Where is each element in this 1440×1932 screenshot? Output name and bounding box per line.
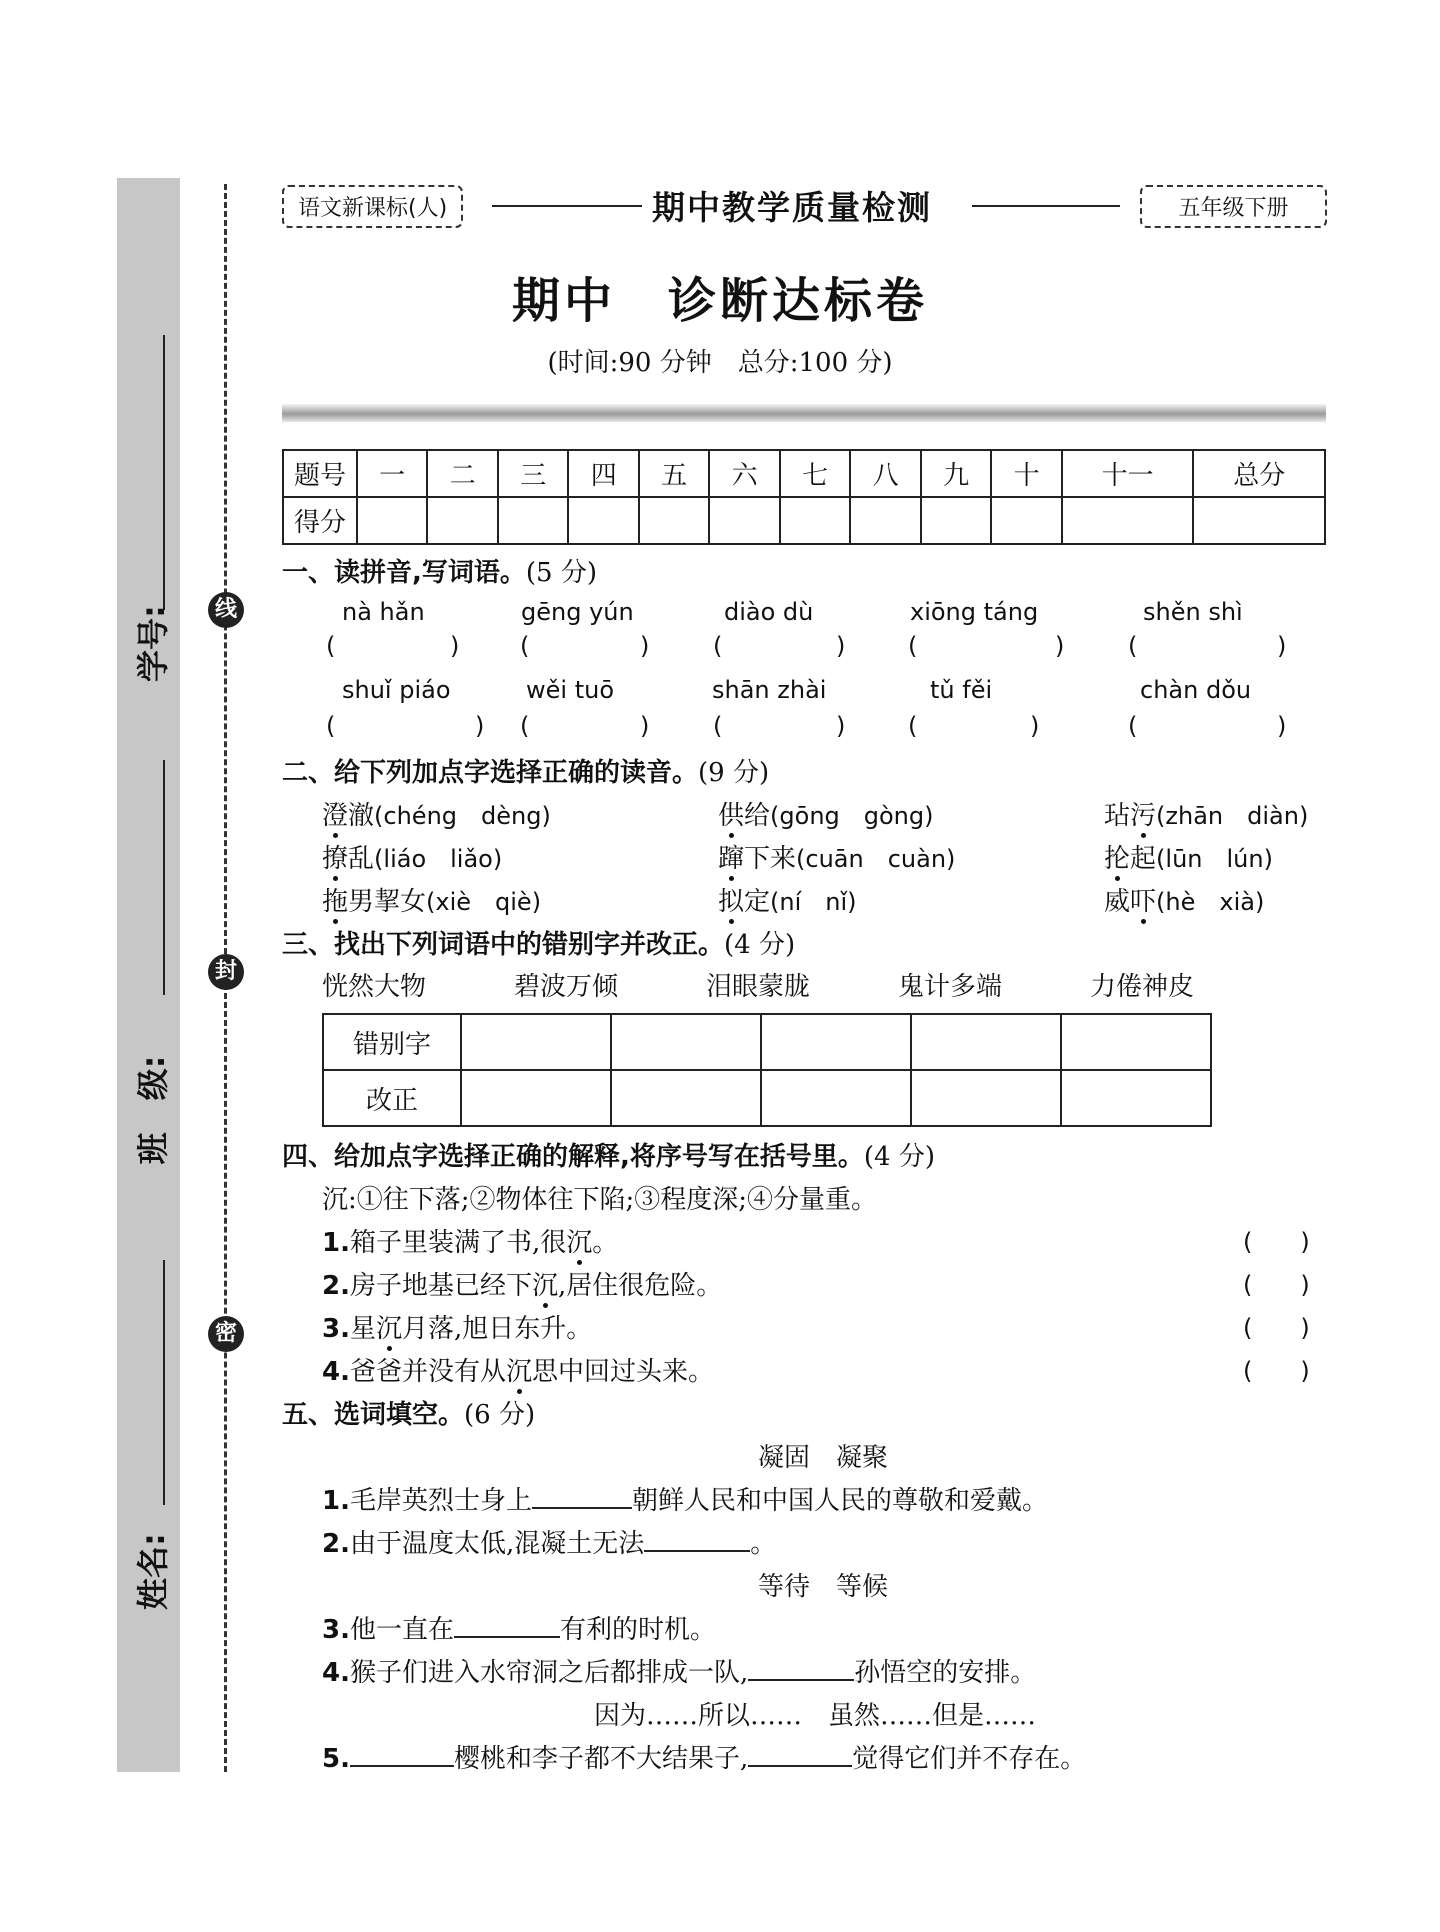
score-table-col: 八 [850,450,920,497]
score-table-score-row [283,497,1325,544]
score-cell[interactable] [921,497,991,544]
seal-char-mi: 密 [208,1316,244,1352]
q2-item [322,881,541,918]
q2-item [718,881,857,918]
class-line[interactable] [163,760,165,995]
dotted-char: 抡 [1104,844,1131,874]
q2-item [1104,838,1273,875]
q5-item [322,1738,1086,1775]
answer-paren-close: ) [640,712,650,740]
answer-cell[interactable] [611,1014,761,1070]
q4-text: 爸爸并没有从 [349,1357,506,1387]
pinyin-item: diào dù [724,598,814,626]
item-number: 1. [322,1228,350,1258]
q3-heading [282,924,795,961]
fill-blank[interactable] [532,1483,632,1509]
dotted-char: 供 [718,801,745,831]
q3-word: 鬼计多端 [898,972,1003,1002]
q5-text: 有利的时机。 [559,1615,716,1645]
score-cell[interactable] [639,497,709,544]
fill-blank[interactable] [454,1612,560,1638]
correction-row-label: 错别字 [323,1014,461,1070]
exam-time-total: (时间:90 分钟 总分:100 分) [547,348,893,378]
answer-paren-close: ) [475,712,485,740]
q5-text: 。 [750,1529,777,1559]
q3-word: 泪眼蒙胧 [706,972,811,1002]
fill-blank[interactable] [748,1741,852,1767]
q2-points: (9 分) [698,758,770,788]
answer-paren[interactable]: ( ) [1243,1314,1310,1342]
answer-paren-open: ( [1128,632,1138,660]
answer-paren[interactable]: ( ) [1243,1228,1310,1256]
correction-table [322,1013,1212,1127]
q2-options: (chéng dèng) [374,802,551,830]
q4-text: ,居住很危险。 [558,1271,723,1301]
answer-paren-open: ( [713,632,723,660]
dotted-char: 拖 [322,887,349,917]
q2-item [1104,795,1308,832]
q4-text: 月落,旭日东升。 [402,1314,593,1344]
answer-paren-close: ) [1030,712,1040,740]
fill-blank[interactable] [644,1526,750,1552]
dotted-char: 吓 [1130,887,1157,917]
student-id-label: 学号: [134,605,172,682]
q4-item [322,1351,714,1388]
score-table-col: 十一 [1062,450,1194,497]
pinyin-item: shěn shì [1143,598,1243,626]
answer-paren-open: ( [908,632,918,660]
item-number: 2. [322,1271,350,1301]
q4-heading [282,1136,935,1173]
word-choices: 凝固 凝聚 [758,1443,889,1473]
q4-item [322,1265,722,1302]
name-line[interactable] [163,1260,165,1505]
dotted-char: 拟 [718,887,745,917]
item-number: 3. [322,1314,350,1344]
score-table-col: 二 [427,450,497,497]
answer-paren-close: ) [1277,712,1287,740]
q2-options: (xiè qiè) [426,888,542,916]
q4-heading-text: 四、给加点字选择正确的解释,将序号写在括号里。 [282,1142,864,1172]
answer-paren-close: ) [1055,632,1065,660]
answer-paren-open: ( [520,632,530,660]
dotted-char: 蹿 [718,844,745,874]
q3-points: (4 分) [724,930,796,960]
pinyin-item: shān zhài [712,676,827,704]
item-number: 5. [322,1744,350,1774]
answer-paren-close: ) [836,712,846,740]
score-cell[interactable] [1062,497,1194,544]
word-choices: 等待 等候 [758,1572,889,1602]
item-number: 1. [322,1486,350,1516]
header-rule-left [492,205,642,207]
q2-options: (lūn lún) [1156,845,1273,873]
score-cell[interactable] [568,497,638,544]
q5-item [322,1523,776,1560]
pinyin-item: gēng yún [521,598,634,626]
answer-cell[interactable] [911,1014,1061,1070]
grade-tag: 五年级下册 [1140,185,1327,228]
q2-options: (zhān diàn) [1156,802,1309,830]
class-label: 班 级: [134,1055,172,1165]
q4-text: 。 [592,1228,619,1258]
q4-points: (4 分) [863,1142,935,1172]
answer-cell[interactable] [611,1070,761,1126]
q2-heading [282,752,769,789]
q4-item [322,1308,592,1345]
answer-cell[interactable] [761,1014,911,1070]
correction-row-wrong [323,1014,1211,1070]
q2-options: (gōng gòng) [770,802,934,830]
q5-item [322,1480,1048,1517]
q2-options: (liáo liǎo) [374,845,503,873]
q2-options: (hè xià) [1156,888,1265,916]
item-number: 4. [322,1658,350,1688]
q5-heading-text: 五、选词填空。 [282,1400,465,1430]
answer-paren-open: ( [326,632,336,660]
subject-tag: 语文新课标(人) [282,185,463,228]
correction-row-fix [323,1070,1211,1126]
q3-word: 恍然大物 [322,972,427,1002]
q2-word-rest: 定 [744,887,771,917]
dotted-char: 撩 [322,844,349,874]
score-table-col: 一 [357,450,427,497]
q5-heading [282,1394,535,1431]
q5-item [322,1609,716,1646]
score-table-col: 九 [921,450,991,497]
pinyin-item: wěi tuō [526,676,614,704]
answer-paren-open: ( [326,712,336,740]
answer-cell[interactable] [461,1070,611,1126]
q5-text: 觉得它们并不存在。 [852,1744,1087,1774]
score-cell[interactable] [427,497,497,544]
q4-definition: 沉:①往下落;②物体往下陷;③程度深;④分量重。 [322,1185,878,1215]
q5-points: (6 分) [464,1400,536,1430]
q2-item [322,838,502,875]
answer-cell[interactable] [761,1070,911,1126]
pinyin-item: tǔ fěi [930,676,993,704]
answer-paren-close: ) [1277,632,1287,660]
q2-item [322,795,551,832]
q3-heading-text: 三、找出下列词语中的错别字并改正。 [282,930,725,960]
name-label: 姓名: [134,1533,172,1610]
dotted-char: 污 [1130,801,1157,831]
item-number: 2. [322,1529,350,1559]
q1-heading-text: 一、读拼音,写词语。 [282,558,526,588]
score-cell[interactable] [709,497,779,544]
fill-blank[interactable] [748,1655,854,1681]
q2-word-rest: 澈 [348,801,375,831]
header-title: 期中教学质量检测 [652,188,932,227]
correction-row-label: 改正 [323,1070,461,1126]
fill-blank[interactable] [350,1741,454,1767]
q4-text: 思中回过头来。 [532,1357,715,1387]
q3-word: 力倦神皮 [1090,972,1195,1002]
answer-paren[interactable]: ( ) [1243,1357,1310,1385]
pinyin-item: xiōng táng [910,598,1039,626]
score-table-col: 十 [991,450,1061,497]
page-title: 期中 诊断达标卷 [511,273,928,329]
score-cell[interactable] [780,497,850,544]
dotted-char: 沉 [375,1314,402,1344]
q5-text: 猴子们进入水帘洞之后都排成一队, [349,1658,749,1688]
q5-text: 朝鲜人民和中国人民的尊敬和爱戴。 [631,1486,1048,1516]
q2-word-pre: 威 [1104,887,1131,917]
dotted-char: 沉 [566,1228,593,1258]
q5-text: 樱桃和李子都不大结果子, [453,1744,749,1774]
q2-item [718,838,955,875]
answer-paren-close: ) [640,632,650,660]
q4-text: 箱子里装满了书,很 [349,1228,567,1258]
q2-word-rest: 男挈女 [348,887,427,917]
q5-text: 他一直在 [349,1615,454,1645]
score-table-col: 三 [498,450,568,497]
item-number: 4. [322,1357,350,1387]
seal-char-feng: 封 [208,954,244,990]
q2-options: (cuān cuàn) [796,845,956,873]
q5-text: 孙悟空的安排。 [854,1658,1037,1688]
q2-word-rest: 起 [1130,844,1157,874]
score-table-col: 四 [568,450,638,497]
q3-word: 碧波万倾 [514,972,619,1002]
score-cell[interactable] [498,497,568,544]
score-cell[interactable] [1193,497,1325,544]
score-cell[interactable] [991,497,1061,544]
decorative-bar [282,404,1326,422]
answer-cell[interactable] [911,1070,1061,1126]
item-number: 3. [322,1615,350,1645]
header-rule-right [972,205,1120,207]
q2-word-pre: 玷 [1104,801,1131,831]
q2-item [1104,881,1264,918]
pinyin-item: shuǐ piáo [342,676,451,704]
answer-paren-open: ( [908,712,918,740]
q2-item [718,795,933,832]
score-cell[interactable] [850,497,920,544]
answer-paren[interactable]: ( ) [1243,1271,1310,1299]
score-table-header-row [283,450,1325,497]
score-table-col: 总分 [1193,450,1325,497]
seal-char-line: 线 [208,592,244,628]
q4-item [322,1222,618,1259]
score-table-col: 五 [639,450,709,497]
q4-text: 星 [349,1314,376,1344]
q2-word-rest: 乱 [348,844,375,874]
answer-cell[interactable] [461,1014,611,1070]
score-table-col: 七 [780,450,850,497]
q5-text: 毛岸英烈士身上 [349,1486,532,1516]
q1-heading [282,552,597,589]
q4-text: 房子地基已经下 [349,1271,532,1301]
q2-word-rest: 给 [744,801,771,831]
dotted-char: 沉 [531,1271,558,1301]
score-table-col: 六 [709,450,779,497]
dotted-char: 澄 [322,801,349,831]
answer-paren-open: ( [520,712,530,740]
score-table-label: 得分 [283,497,357,544]
answer-paren-close: ) [450,632,460,660]
word-choices: 因为……所以…… 虽然……但是…… [594,1701,1037,1731]
score-cell[interactable] [357,497,427,544]
q1-points: (5 分) [525,558,597,588]
pinyin-item: nà hǎn [342,598,425,626]
score-table-label: 题号 [283,450,357,497]
q5-item [322,1652,1036,1689]
q2-heading-text: 二、给下列加点字选择正确的读音。 [282,758,699,788]
q2-options: (ní nǐ) [770,888,857,916]
dotted-char: 沉 [505,1357,532,1387]
score-table [282,449,1326,545]
pinyin-item: chàn dǒu [1140,676,1252,704]
q2-word-rest: 下来 [744,844,797,874]
answer-cell[interactable] [1061,1070,1211,1126]
q5-text: 由于温度太低,混凝土无法 [349,1529,645,1559]
answer-cell[interactable] [1061,1014,1211,1070]
answer-paren-close: ) [836,632,846,660]
answer-paren-open: ( [713,712,723,740]
answer-paren-open: ( [1128,712,1138,740]
